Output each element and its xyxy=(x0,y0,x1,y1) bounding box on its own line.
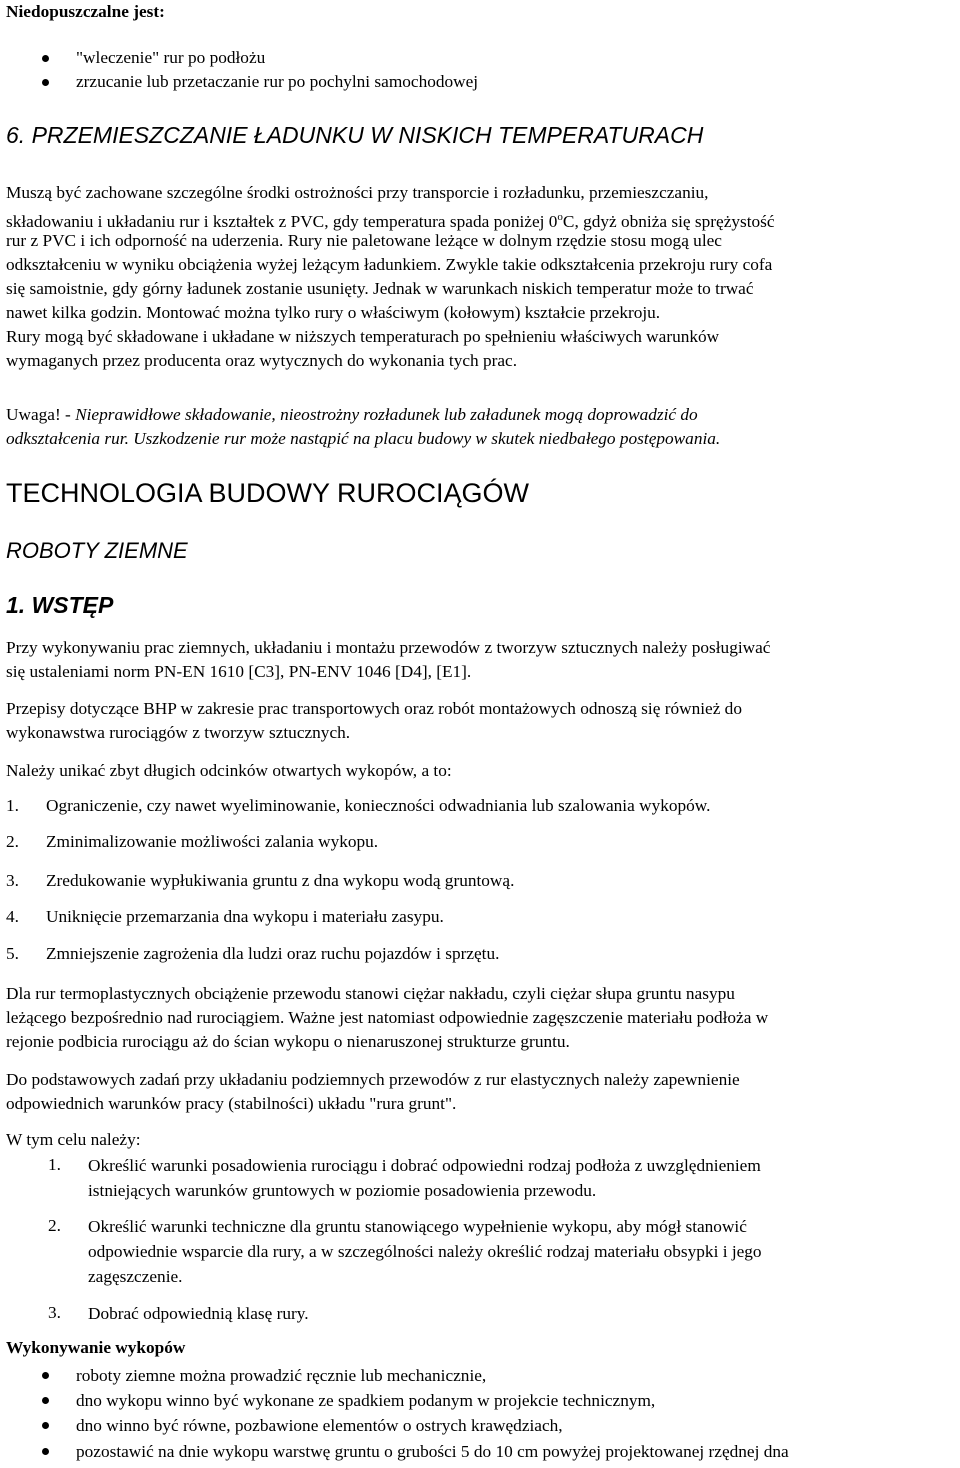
list-text-line: Dobrać odpowiednią klasę rury. xyxy=(88,1304,309,1323)
list-text-line: zagęszczenie. xyxy=(88,1267,183,1286)
document-title: TECHNOLOGIA BUDOWY RUROCIĄGÓW xyxy=(6,478,530,508)
warning-line xyxy=(6,403,698,427)
paragraph-line: leżącego bezpośrednio nad rurociągiem. Ważne jest natomiast odpowiednie zagęszczenie materiału podłoża w xyxy=(6,1008,769,1027)
paragraph-line: Muszą być zachowane szczególne środki ostrożności przy transporcie i rozładunku, przemieszczaniu, xyxy=(6,183,709,202)
list-number: 2. xyxy=(48,1216,61,1235)
paragraph-line: Przy wykonywaniu prac ziemnych, układaniu i montażu przewodów z tworzyw sztucznych należy posługiwać xyxy=(6,638,771,657)
degree-superscript: o xyxy=(557,211,563,223)
excavation-heading: Wykonywanie wykopów xyxy=(6,1338,186,1357)
list-number: 3. xyxy=(48,1303,61,1322)
warning-label: Uwaga! xyxy=(6,405,61,424)
paragraph-line: się samoistnie, gdy górny ładunek zostanie usunięty. Jednak w warunkach niskich temperatur może to trwać xyxy=(6,279,754,298)
list-number: 5. xyxy=(6,944,19,963)
list-text-line: Określić warunki techniczne dla gruntu stanowiącego wypełnienie wykopu, aby mógł stanowić xyxy=(88,1217,747,1236)
paragraph-line: się ustaleniami norm PN-EN 1610 [C3], PN-ENV 1046 [D4], [E1]. xyxy=(6,662,472,681)
list-intro-text: W tym celu należy: xyxy=(6,1130,141,1149)
list-item: zrzucanie lub przetaczanie rur po pochylni samochodowej xyxy=(6,70,478,94)
section-6-heading: 6. PRZEMIESZCZANIE ŁADUNKU W NISKICH TEMPERATURACH xyxy=(6,122,704,148)
paragraph-line: odpowiednich warunków pracy (stabilności) układu "rura grunt". xyxy=(6,1094,457,1113)
list-item: dno winno być równe, pozbawione elementów o ostrych krawędziach, xyxy=(6,1413,789,1438)
paragraph-line: rur z PVC i ich odporność na uderzenia. Rury nie paletowane leżące w dolnym rzędzie stosu mogą ulec xyxy=(6,231,722,250)
paragraph-line: Przepisy dotyczące BHP w zakresie prac transportowych oraz robót montażowych odnoszą się również do xyxy=(6,699,742,718)
warning-line: odkształcenia rur. Uszkodzenie rur może nastąpić na placu budowy w skutek niedbałego postępowania. xyxy=(6,429,721,448)
paragraph-line: wykonawstwa rurociągów z tworzyw sztucznych. xyxy=(6,723,351,742)
list-intro-text: Należy unikać zbyt długich odcinków otwartych wykopów, a to: xyxy=(6,761,452,780)
list-text xyxy=(88,1301,309,1326)
list-item: pozostawić na dnie wykopu warstwę gruntu o grubości 5 do 10 cm powyżej projektowanej rzędnej dna xyxy=(6,1439,789,1464)
paragraph-line: rejonie podbicia rurociągu aż do ścian wykopu o nienaruszonej strukturze gruntu. xyxy=(6,1032,570,1051)
list-item: roboty ziemne można prowadzić ręcznie lub mechanicznie, xyxy=(6,1363,789,1388)
list-text: Zredukowanie wypłukiwania gruntu z dna wykopu wodą gruntową. xyxy=(46,871,515,890)
list-text xyxy=(88,1214,762,1289)
list-text-line: Określić warunki posadowienia rurociągu i dobrać odpowiedni rodzaj podłoża z uwzględnieniem xyxy=(88,1156,761,1175)
paragraph-line: Do podstawowych zadań przy układaniu podziemnych przewodów z rur elastycznych należy zapewnienie xyxy=(6,1070,740,1089)
list-item: dno wykopu winno być wykonane ze spadkiem podanym w projekcie technicznym, xyxy=(6,1388,789,1413)
document-subtitle: ROBOTY ZIEMNE xyxy=(6,538,188,563)
intro-heading: Niedopuszczalne jest: xyxy=(6,2,165,21)
list-text: Ograniczenie, czy nawet wyeliminowanie, konieczności odwadniania lub szalowania wykopów. xyxy=(46,796,711,815)
list-text: Uniknięcie przemarzania dna wykopu i materiału zasypu. xyxy=(46,907,444,926)
line-text: składowaniu i układaniu rur i kształtek z PVC, gdy temperatura spada poniżej 0 xyxy=(6,211,558,231)
list-text xyxy=(88,1153,761,1203)
list-number: 4. xyxy=(6,907,19,926)
paragraph-line: Dla rur termoplastycznych obciążenie przewodu stanowi ciężar nakładu, czyli ciężar słupa gruntu nasypu xyxy=(6,984,735,1003)
paragraph-line: Rury mogą być składowane i układane w niższych temperaturach po spełnieniu właściwych warunków xyxy=(6,327,720,346)
list-text-line: odpowiednie wsparcie dla rury, a w szczególności należy określić rodzaj materiału obsypki i jego xyxy=(88,1242,762,1261)
intro-bullet-list xyxy=(6,46,478,94)
list-number: 3. xyxy=(6,871,19,890)
paragraph-line: nawet kilka godzin. Montować można tylko rury o właściwym (kołowym) kształcie przekroju. xyxy=(6,303,661,322)
list-text-line: istniejących warunków gruntowych w poziomie posadowienia przewodu. xyxy=(88,1181,597,1200)
excavation-bullet-list xyxy=(6,1363,789,1464)
paragraph-line: wymaganych przez producenta oraz wytycznych do wykonania tych prac. xyxy=(6,351,518,370)
list-number: 1. xyxy=(6,796,19,815)
list-text: Zminimalizowanie możliwości zalania wykopu. xyxy=(46,832,379,851)
line-text: C, gdyż obniża się sprężystość xyxy=(562,211,775,231)
list-number: 2. xyxy=(6,832,19,851)
list-item: "wleczenie" rur po podłożu xyxy=(6,46,478,70)
list-text: Zmniejszenie zagrożenia dla ludzi oraz ruchu pojazdów i sprzętu. xyxy=(46,944,500,963)
warning-text: - Nieprawidłowe składowanie, nieostrożny rozładunek lub załadunek mogą doprowadzić do xyxy=(60,405,698,424)
list-number: 1. xyxy=(48,1155,61,1174)
paragraph-line: odkształceniu w wyniku obciążenia wyżej leżącym ładunkiem. Zwykle takie odkształcenia przekroju rury cofa xyxy=(6,255,773,274)
section-1-heading: 1. WSTĘP xyxy=(6,592,114,618)
